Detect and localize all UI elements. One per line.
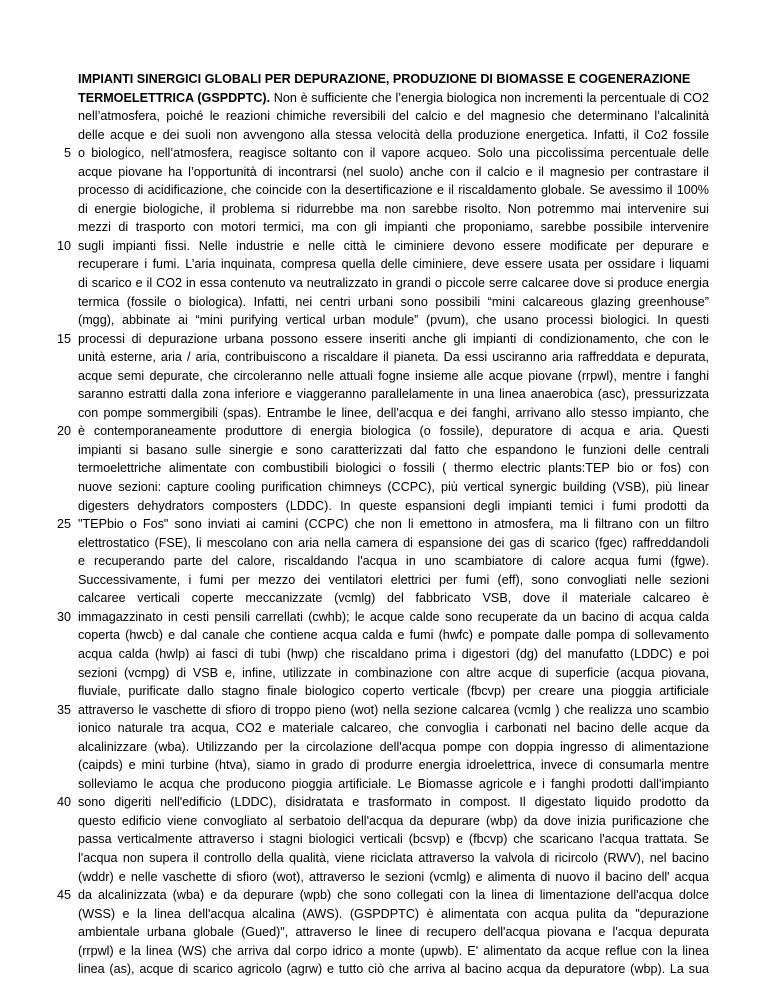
text-line bbox=[78, 942, 709, 961]
text-line bbox=[78, 441, 709, 460]
body-text: o biologico, nell’atmosfera, reagisce soltanto con il vapore acqueo. Solo una piccolissima percentuale delle bbox=[78, 146, 709, 161]
text-line bbox=[78, 107, 709, 126]
text-line bbox=[78, 905, 709, 924]
text-line bbox=[56, 793, 709, 812]
heading-text: IMPIANTI SINERGICI GLOBALI PER DEPURAZIONE, PRODUZIONE DI BIOMASSE E COGENERAZIONE bbox=[78, 72, 691, 86]
line-number: 5 bbox=[63, 146, 71, 161]
body-text: passa verticalmente attraverso i stagni biologici verticali (bcsvp) e (fbcvp) che scaricano l'acqua trattata. Se bbox=[78, 832, 709, 847]
heading-text: TERMOELETTRICA (GSPDPTC). bbox=[78, 90, 271, 105]
text-line bbox=[56, 330, 709, 349]
body-text: processo di acidificazione, che coincide con la desertificazione e il riscaldamento globale. Se avessimo il 100% bbox=[78, 183, 709, 198]
body-text: solleviamo le acqua che producono pioggia artificiale. Le Biomasse agricole e i fanghi prodotti dall'impianto bbox=[78, 776, 709, 791]
text-line bbox=[78, 404, 709, 423]
body-text: con pompe sommergibili (spas). Entrambe le linee, dell'acqua e dei fanghi, arrivano allo stesso impianto, che bbox=[78, 405, 709, 420]
text-line bbox=[78, 756, 709, 775]
body-text: Non è sufficiente che l’energia biologica non incrementi la percentuale di CO2 bbox=[270, 90, 709, 105]
text-line bbox=[78, 571, 709, 590]
body-text: acque piovane ha l’opportunità di incontrarsi (nel suolo) anche con il calcio e il magnesio per contrastare il bbox=[78, 164, 709, 179]
text-line bbox=[56, 515, 709, 534]
body-text: da alcalinizzata (wba) e da depurare (wpb) che sono collegati con la linea di limentazione dell'acqua dolce bbox=[78, 888, 709, 903]
body-text: questo edificio viene convogliato al serbatoio dell'acqua da depurare (wbp) da dove inizia purificazione che bbox=[78, 813, 709, 828]
text-line bbox=[78, 682, 709, 701]
text-line bbox=[78, 200, 709, 219]
body-text: acqua calda (hwlp) ai fasci di tubi (hwp) che riscaldano prima i digestori (dg) del manufatto (LDDC) e poi bbox=[78, 646, 709, 661]
text-line bbox=[78, 589, 709, 608]
body-text: (WSS) e la linea dell'acqua alcalina (AWS). (GSPDPTC) è alimentata con acqua pulita da "depurazione bbox=[78, 906, 709, 921]
text-line bbox=[78, 181, 709, 200]
body-text: l'acqua non supera il controllo della qualità, viene riciclata attraverso la valvola di ricircolo (RWV), nel bacino bbox=[78, 850, 709, 865]
text-line bbox=[78, 812, 709, 831]
body-text: termica (fossile o biologica). Infatti, nei centri urbani sono possibili “mini calcareous glazing greenhouse” bbox=[78, 294, 709, 309]
text-line bbox=[78, 923, 709, 942]
text-line bbox=[78, 775, 709, 794]
body-text: di scarico e il CO2 in essa contenuto va neutralizzato in grandi o piccole serre calcaree dove si produce energia bbox=[78, 276, 709, 291]
text-line bbox=[78, 497, 709, 516]
line-number: 10 bbox=[56, 238, 71, 253]
text-line bbox=[78, 960, 709, 979]
text-line bbox=[56, 886, 709, 905]
text-line bbox=[56, 422, 709, 441]
body-text: coperta (hwcb) e dal canale che contiene acqua calda e fumi (hwfc) e pompate dalle pompa di sollevamento bbox=[78, 628, 709, 643]
body-text: unità esterne, aria / aria, contribuiscono a riscaldare il pianeta. Da essi usciranno aria raffreddata e depurata, bbox=[78, 350, 709, 365]
body-text: recuperare i fumi. L’aria inquinata, compresa quella delle ciminiere, deve essere usata per ossidare i liquami bbox=[78, 257, 709, 272]
text-line bbox=[78, 89, 709, 108]
body-text: ionico naturale tra acqua, CO2 e materiale calcareo, che convoglia i carbonati nel bacino delle acque da bbox=[78, 721, 709, 736]
text-line bbox=[63, 144, 709, 163]
body-text: Successivamente, i fumi per mezzo dei ventilatori elettrici per fumi (eff), sono convogliati nelle sezioni bbox=[78, 572, 709, 587]
body-text: processi di depurazione urbana possono essere inseriti anche gli impianti di condizionamento, che con le bbox=[78, 331, 709, 346]
text-line bbox=[78, 293, 709, 312]
body-text: mezzi di trasporto con motori termici, ma con gli impianti che proponiamo, sarebbe possibile intervenire bbox=[78, 220, 709, 235]
body-text: (wddr) e nelle vaschette di sfioro (wot), attraverso le sezioni (vcmlg) e alimenta di nuovo il bacino dell' acqua bbox=[78, 869, 709, 884]
body-text: immagazzinato in cesti pensili carrellati (cwhb); le acque calde sono recuperate da un bacino di acqua calda bbox=[78, 609, 709, 624]
line-number: 45 bbox=[56, 888, 71, 903]
document-body bbox=[56, 70, 709, 979]
body-text: fluviale, purificate dallo stagno finale biologico coperto verticale (fbcvp) per creare una pioggia artificiale bbox=[78, 684, 709, 699]
body-text: è contemporaneamente produttore di energia biologica (o fossile), depuratore di acqua e aria. Questi bbox=[78, 424, 709, 439]
body-text: e recuperando parte del calore, riscaldando l'acqua in uno scambiatore di calore acqua fumi (fgwe). bbox=[78, 554, 709, 569]
text-line bbox=[78, 719, 709, 738]
text-line bbox=[78, 126, 709, 145]
body-text: (caipds) e mini turbine (htva), siamo in grado di produrre energia idroelettrica, invece di consumarla mentre bbox=[78, 758, 709, 773]
body-text: sugli impianti fissi. Nelle industrie e nelle città le ciminiere devono essere modificate per depurare e bbox=[78, 238, 709, 253]
body-text: elettrostatico (FSE), li mescolano con aria nella camera di espansione dei gas di scarico (fgec) raffreddandoli bbox=[78, 535, 709, 550]
body-text: nell’atmosfera, poiché le reazioni chimiche reversibili del calcio e del magnesio che determinano l’alcalinità bbox=[78, 109, 709, 124]
text-line bbox=[56, 701, 709, 720]
text-line bbox=[78, 311, 709, 330]
text-line bbox=[78, 70, 709, 89]
text-line bbox=[78, 274, 709, 293]
text-line bbox=[78, 830, 709, 849]
body-text: "TEPbio o Fos" sono inviati ai camini (CCPC) che non li emettono in atmosfera, ma li filtrano con un filtro bbox=[78, 517, 709, 532]
text-line bbox=[78, 459, 709, 478]
body-text: impianti si basano sulle sinergie e sono caratterizzati dal fatto che espandono le funzioni delle centrali bbox=[78, 442, 709, 457]
text-line bbox=[78, 738, 709, 757]
text-line bbox=[78, 163, 709, 182]
body-text: (mgg), abbinate ai “mini purifying vertical urban module” (pvum), che usano processi biologici. In questi bbox=[78, 313, 709, 328]
text-line bbox=[78, 478, 709, 497]
line-number: 35 bbox=[56, 702, 71, 717]
body-text: alcalinizzare (wba). Utilizzando per la circolazione dell'acqua pompe con doppia ingresso di alimentazione bbox=[78, 739, 709, 754]
body-text: (rrpwl) e la linea (WS) che arriva dal corpo idrico a monte (upwb). E' alimentato da acque reflue con la linea bbox=[78, 943, 709, 958]
text-line bbox=[56, 237, 709, 256]
text-line bbox=[78, 348, 709, 367]
text-line bbox=[78, 385, 709, 404]
text-line bbox=[56, 608, 709, 627]
body-text: sezioni (vcmpg) di VSB e, infine, utilizzate in combinazione con altre acque di superficie (acqua piovana, bbox=[78, 665, 709, 680]
text-line bbox=[78, 849, 709, 868]
body-text: ambientale urbana globale (Gued)", attraverso le linee di recupero dell'acqua piovana e l'acqua depurata bbox=[78, 925, 709, 940]
text-line bbox=[78, 218, 709, 237]
text-line bbox=[78, 664, 709, 683]
body-text: nuove sezioni: capture cooling purification chimneys (CCPC), più vertical synergic building (VSB), più linear bbox=[78, 480, 709, 495]
line-number: 30 bbox=[56, 609, 71, 624]
body-text: delle acque e dei suoli non avvengono alla stessa velocità della produzione energetica. Infatti, il Co2 fossile bbox=[78, 127, 709, 142]
line-number: 15 bbox=[56, 331, 71, 346]
text-line bbox=[78, 255, 709, 274]
line-number: 20 bbox=[56, 424, 71, 439]
text-line bbox=[78, 626, 709, 645]
body-text: digesters dehydrators composters (LDDC). In queste espansioni degli impianti temici i fumi prodotti da bbox=[78, 498, 709, 513]
body-text: calcaree verticali coperte meccanizzate (vcmlg) del fabbricato VSB, dove il materiale calcareo è bbox=[78, 591, 709, 606]
text-line bbox=[78, 534, 709, 553]
text-line bbox=[78, 552, 709, 571]
body-text: attraverso le vaschette di sfioro di troppo pieno (wot) nella sezione calcarea (vcmlg ) che realizza uno scambio bbox=[78, 702, 709, 717]
body-text: sono digeriti nell'edificio (LDDC), disidratata e trasformato in compost. Il digestato liquido prodotto da bbox=[78, 795, 709, 810]
body-text: linea (as), acque di scarico agricolo (agrw) e tutto ciò che arriva al bacino acqua da depuratore (wbp). La sua bbox=[78, 962, 709, 977]
text-line bbox=[78, 645, 709, 664]
line-number: 25 bbox=[56, 517, 71, 532]
body-text: saranno estratti dalla zona inferiore e viaggeranno parallelamente in una linea anaerobica (asc), pressurizzata bbox=[78, 387, 709, 402]
body-text: acque semi depurate, che circoleranno nelle attuali fogne insieme alle acque piovane (rrpwl), mentre i fanghi bbox=[78, 368, 709, 383]
text-line bbox=[78, 868, 709, 887]
body-text: termoelettriche alimentate con combustibili biologici o fossili ( thermo electric plants:TEP bio or fos) con bbox=[78, 461, 709, 476]
body-text: di energie biologiche, il problema si ridurrebbe ma non sarebbe risolto. Non potremmo mai intervenire sui bbox=[78, 201, 709, 216]
line-number: 40 bbox=[56, 795, 71, 810]
text-line bbox=[78, 367, 709, 386]
